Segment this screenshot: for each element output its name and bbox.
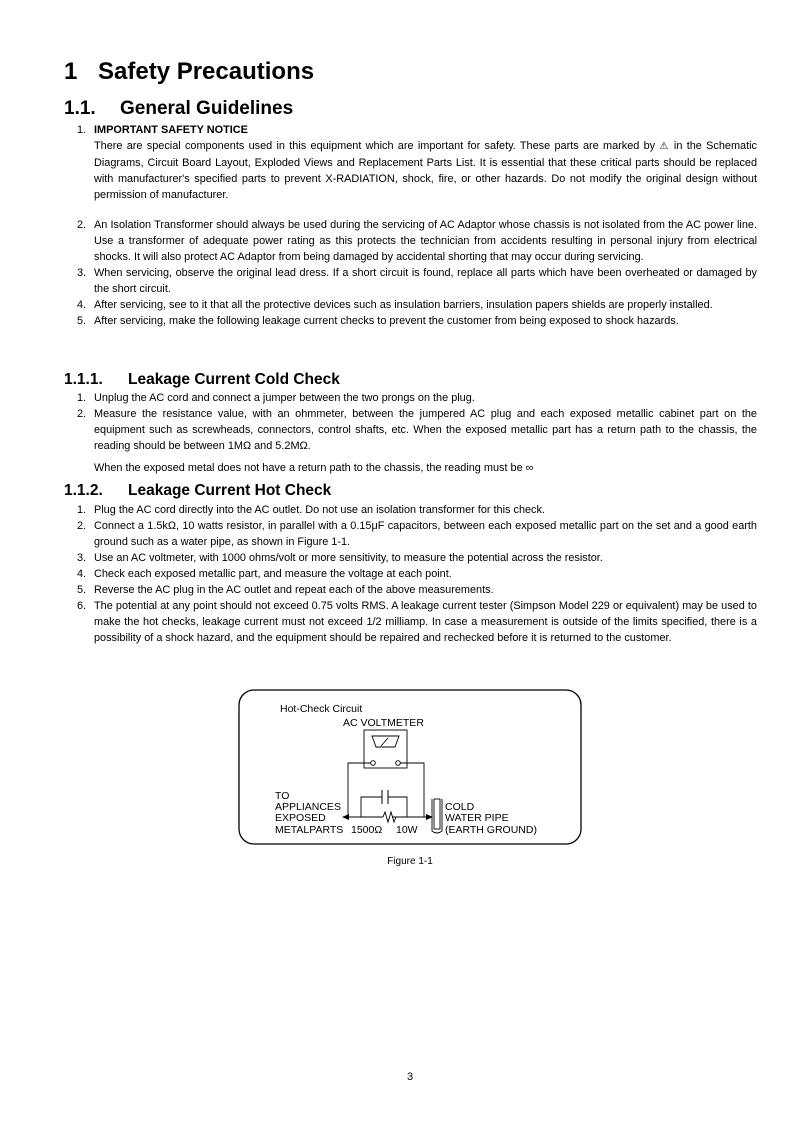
- wattage-label: 10W: [396, 824, 418, 836]
- list-item: 1. Plug the AC cord directly into the AC outlet. Do not use an isolation transformer for this check.: [77, 504, 545, 516]
- list-item: 4. Check each exposed metallic part, and measure the voltage at each point.: [77, 568, 452, 580]
- section-text: General Guidelines: [120, 98, 294, 119]
- list-item: 2. Connect a 1.5kΩ, 10 watts resistor, in parallel with a 0.15μF capacitors, between each exposed metallic part on the set and a good earth ground such as a water pipe, as shown in Figure 1-1.: [77, 520, 757, 548]
- general-guidelines-list: [77, 122, 757, 329]
- left-label-line-3: EXPOSED: [275, 812, 326, 824]
- right-label-line-2: WATER PIPE: [445, 812, 509, 824]
- left-label-line-4: METALPARTS: [275, 824, 344, 836]
- title-number: 1: [64, 58, 78, 85]
- section-number: 1.1.: [64, 98, 96, 119]
- list-item: 3. Use an AC voltmeter, with 1000 ohms/volt or more sensitivity, to measure the potential across the resistor.: [77, 552, 603, 564]
- right-label-line-1: COLD: [445, 801, 475, 813]
- section-heading-hot-check: 1.1.2. Leakage Current Hot Check: [64, 482, 332, 499]
- list-item: 2. Measure the resistance value, with an ohmmeter, between the jumpered AC plug and each exposed metallic cabinet part on the equipment such as screwheads, connectors, control shafts, etc. When the exposed metallic part has a return path to the chassis, the reading should be between 1MΩ and 5.2MΩ.: [77, 408, 757, 452]
- list-item: 6. The potential at any point should not exceed 0.75 volts RMS. A leakage current tester (Simpson Model 229 or equivalent) may be used to make the hot checks, leakage current must not exceed 1/2 milliamp. In case a measurement is outside of the limits specified, there is a possibility of a shock hazard, and the equipment should be repaired and rechecked before it is returned to the customer.: [77, 600, 757, 644]
- figure-caption: Figure 1-1: [387, 856, 433, 867]
- cold-check-note-block: [77, 457, 757, 476]
- left-label-line-1: TO: [275, 790, 290, 802]
- warning-triangle-icon: ⚠: [659, 141, 670, 152]
- important-safety-notice-heading: IMPORTANT SAFETY NOTICE: [94, 124, 248, 136]
- water-pipe-icon: [432, 799, 442, 833]
- page-number: 3: [406, 1071, 414, 1083]
- list-item: 2. An Isolation Transformer should always be used during the servicing of AC Adaptor whose chassis is not isolated from the AC power line. Use a transformer of adequate power rating as this protects the technician from accidents resulting in personal injury from electrical shocks. It will also protect AC Adaptor from being damaged by accidental shorting that may occur during servicing.: [77, 219, 757, 263]
- left-label-line-2: APPLIANCES: [275, 801, 341, 813]
- capacitor-icon: [382, 790, 388, 804]
- section-heading-cold-check: 1.1.1. Leakage Current Cold Check: [64, 371, 340, 388]
- meter-label: AC VOLTMETER: [343, 717, 424, 729]
- section-heading-general-guidelines: [64, 96, 293, 122]
- list-item: 3. When servicing, observe the original lead dress. If a short circuit is found, replace all parts which have been overheated or damaged by the short circuit.: [77, 267, 757, 295]
- list-item: 1. IMPORTANT SAFETY NOTICE There are special components used in this equipment which are important for safety. These parts are marked by ⚠ in the Schematic Diagrams, Circuit Board Layout, Exploded Views and Replacement Parts List. It is essential that these critical parts should be replaced with manufacturer's specified parts to prevent X-RADIATION, shock, fire, or other hazards. Do not modify the original design without permission of manufacturer.: [77, 124, 757, 201]
- cold-check-list: [77, 390, 757, 454]
- right-label-line-3: (EARTH GROUND): [445, 824, 537, 836]
- list-item: 1. Unplug the AC cord and connect a jumper between the two prongs on the plug.: [77, 392, 475, 404]
- circuit-wires: [348, 763, 430, 817]
- figure-title: Hot-Check Circuit: [280, 703, 363, 715]
- cold-check-note: When the exposed metal does not have a return path to the chassis, the reading must be ∞: [94, 462, 534, 474]
- page-title: [64, 56, 314, 88]
- voltmeter-icon: [364, 730, 407, 768]
- title-text: Safety Precautions: [98, 58, 315, 85]
- hot-check-list: [77, 502, 757, 646]
- list-item: 4. After servicing, see to it that all the protective devices such as insulation barriers, insulation papers shields are properly installed.: [77, 299, 713, 311]
- list-item: 5. After servicing, make the following leakage current checks to prevent the customer from being exposed to shock hazards.: [77, 315, 679, 327]
- resistor-value-label: 1500Ω: [351, 824, 383, 836]
- arrow-left-icon: [342, 814, 349, 820]
- hot-check-circuit-diagram: [238, 689, 582, 845]
- list-item: 5. Reverse the AC plug in the AC outlet and repeat each of the above measurements.: [77, 584, 494, 596]
